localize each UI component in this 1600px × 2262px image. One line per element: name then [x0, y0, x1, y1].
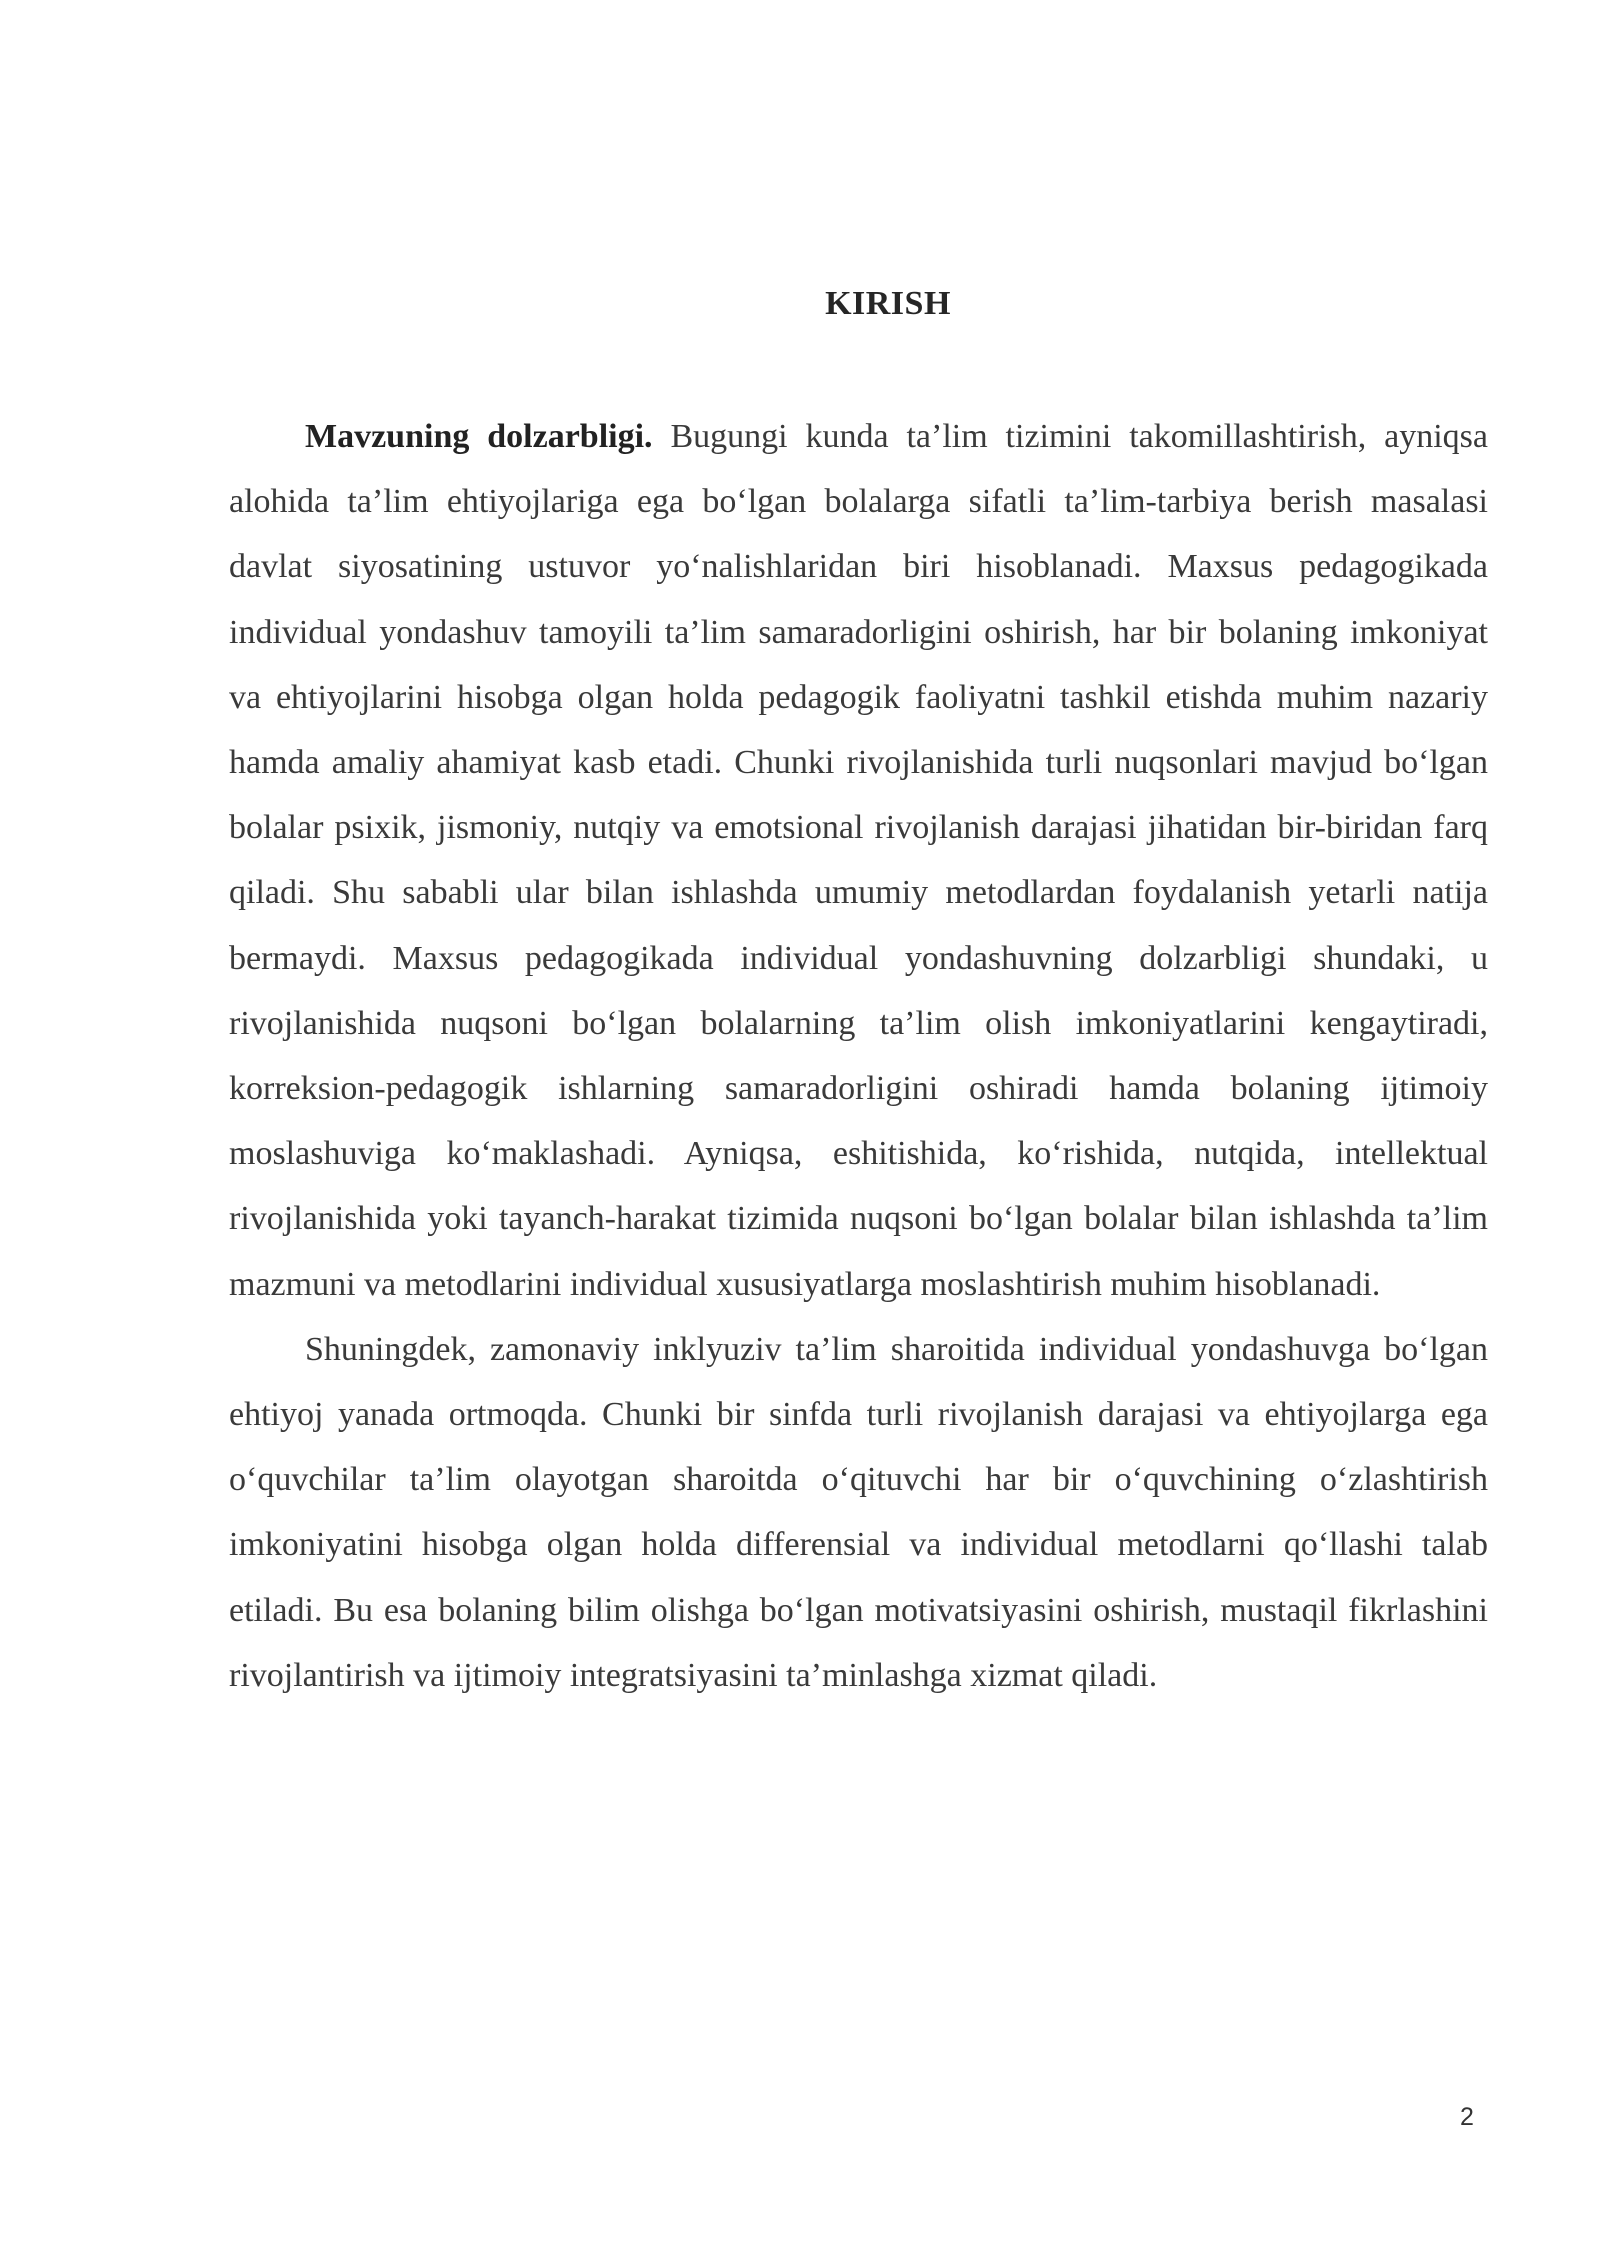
- paragraph-lead: Mavzuning dolzarbligi.: [305, 418, 653, 455]
- paragraph-inclusive: [229, 1317, 1488, 1708]
- page-number: 2: [1460, 2103, 1474, 2131]
- paragraph-text: Shuningdek, zamonaviy inklyuziv ta’lim sharoitida individual yondashuvga bo‘lgan ehtiyoj yanada ortmoqda. Chunki bir sinfda turli rivojlanish darajasi va ehtiyojlarga ega o‘quvchilar ta’lim olayotgan sharoitda o‘qituvchi har bir o‘quvchining o‘zlashtirish imkoniyatini hisobga olgan holda differensial va individual metodlarni qo‘llashi talab etiladi. Bu esa bolaning bilim olishga bo‘lgan motivatsiyasini oshirish, mustaqil fikrlashini rivojlantirish va ijtimoiy integratsiyasini ta’minlashga xizmat qiladi.: [229, 1330, 1488, 1694]
- section-heading: KIRISH: [825, 285, 951, 322]
- body-text: [229, 404, 1488, 1708]
- paragraph-text: Bugungi kunda ta’lim tizimini takomillashtirish, ayniqsa alohida ta’lim ehtiyojlariga ega bo‘lgan bolalarga sifatli ta’lim-tarbiya berish masalasi davlat siyosatining ustuvor yo‘nalishlaridan biri hisoblanadi. Maxsus pedagogikada individual yondashuv tamoyili ta’lim samaradorligini oshirish, har bir bolaning imkoniyat va ehtiyojlarini hisobga olgan holda pedagogik faoliyatni tashkil etishda muhim nazariy hamda amaliy ahamiyat kasb etadi. Chunki rivojlanishida turli nuqsonlari mavjud bo‘lgan bolalar psixik, jismoniy, nutqiy va emotsional rivojlanish darajasi jihatidan bir-biridan farq qiladi. Shu sababli ular bilan ishlashda umumiy metodlardan foydalanish yetarli natija bermaydi. Maxsus pedagogikada individual yondashuvning dolzarbligi shundaki, u rivojlanishida nuqsoni bo‘lgan bolalarning ta’lim olish imkoniyatlarini kengaytiradi, korreksion-pedagogik ishlarning samaradorligini oshiradi hamda bolaning ijtimoiy moslashuviga ko‘maklashadi. Ayniqsa, eshitishida, ko‘rishida, nutqida, intellektual rivojlanishida yoki tayanch-harakat tizimida nuqsoni bo‘lgan bolalar bilan ishlashda ta’lim mazmuni va metodlarini individual xususiyatlarga moslashtirish muhim hisoblanadi.: [229, 418, 1489, 1303]
- paragraph-relevance: [229, 404, 1488, 1317]
